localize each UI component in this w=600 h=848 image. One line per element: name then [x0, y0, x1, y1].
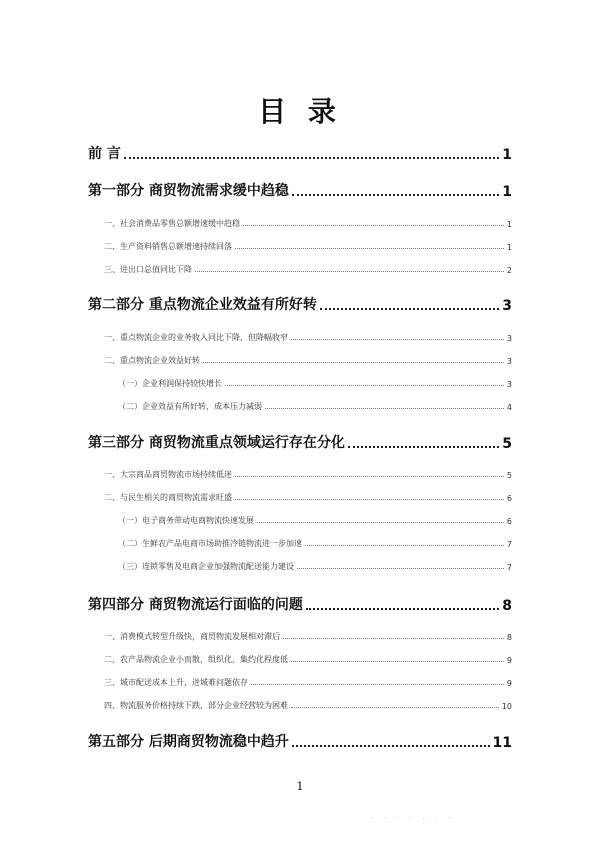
toc-entry[interactable] — [104, 264, 512, 275]
toc-page-number: 9 — [506, 679, 512, 688]
toc-leader — [291, 660, 504, 662]
toc-entry-label: 第三部分 商贸物流重点领域运行存在分化 — [88, 435, 345, 451]
toc-leader — [320, 307, 499, 310]
toc-page-number: 1 — [506, 220, 512, 229]
toc-entry-label: 三、城市配送成本上升，进城难问题依存 — [104, 678, 248, 687]
toc-leader — [297, 567, 504, 569]
toc-page-number: 3 — [506, 357, 512, 366]
toc-entry-label: （一）企业利润保持较快增长 — [118, 379, 222, 388]
toc-entry-part-3[interactable] — [88, 432, 512, 452]
toc-leader — [291, 338, 504, 340]
toc-leader — [235, 247, 504, 249]
toc-entry-preface[interactable] — [88, 143, 512, 163]
toc-page-number: 3 — [506, 380, 512, 389]
toc-page-number: 7 — [506, 540, 512, 549]
toc-leader — [235, 498, 504, 500]
toc-page-number: 7 — [506, 563, 512, 572]
toc-leader — [225, 384, 504, 386]
toc-entry[interactable] — [118, 538, 512, 549]
toc-leader — [257, 521, 504, 523]
toc-page-number: 1 — [502, 184, 512, 200]
toc-leader — [124, 156, 499, 159]
toc-entry-label: 一、重点物流企业的业务收入同比下降，但降幅收窄 — [104, 333, 288, 342]
toc-page-number: 5 — [506, 471, 512, 480]
toc-entry-part-5[interactable] — [88, 731, 512, 751]
toc-page-number: 6 — [506, 517, 512, 526]
toc-entry[interactable] — [118, 561, 512, 572]
toc-entry-label: （三）连锁零售及电商企业加强物流配送能力建设 — [118, 562, 294, 571]
toc-page-number: 6 — [506, 494, 512, 503]
toc-entry-label: 第四部分 商贸物流运行面临的问题 — [88, 597, 303, 613]
toc-leader — [235, 475, 504, 477]
toc-entry[interactable] — [104, 700, 512, 711]
toc-entry[interactable] — [118, 515, 512, 526]
toc-title: 目 录 — [258, 95, 342, 128]
toc-page-number: 3 — [502, 298, 512, 314]
toc-entry-part-2[interactable] — [88, 294, 512, 314]
toc-entry[interactable] — [104, 241, 512, 252]
toc-entry-part-4[interactable] — [88, 594, 512, 614]
toc-entry-label: 第二部分 重点物流企业效益有所好转 — [88, 297, 317, 313]
toc-entry-label: 二、重点物流企业效益好转 — [104, 356, 200, 365]
toc-entry-label: 一、消费模式转型升级快，商贸物流发展相对滞后 — [104, 632, 280, 641]
toc-entry[interactable] — [118, 378, 512, 389]
toc-page-number: 8 — [506, 633, 512, 642]
toc-entry-label: 二、生产资料销售总额增速持续回落 — [104, 242, 232, 251]
toc-leader — [283, 637, 504, 639]
toc-page-number: 2 — [506, 266, 512, 275]
toc-entry-label: 二、与民生相关的商贸物流需求旺盛 — [104, 493, 232, 502]
toc-entry-label: 一、大宗商品商贸物流市场持续低迷 — [104, 470, 232, 479]
toc-entry[interactable] — [104, 654, 512, 665]
toc-leader — [291, 706, 499, 708]
toc-entry-label: 三、进出口总值同比下降 — [104, 265, 192, 274]
toc-entry-label: （二）生鲜农产品电商市场助推冷链物流进一步加速 — [118, 539, 302, 548]
toc-leader — [305, 544, 504, 546]
toc-leader — [292, 744, 490, 747]
toc-entry[interactable] — [104, 332, 512, 343]
toc-leader — [251, 683, 504, 685]
toc-leader — [348, 445, 499, 448]
toc-leader — [195, 270, 504, 272]
toc-entry[interactable] — [104, 469, 512, 480]
toc-page-number: 8 — [502, 598, 512, 614]
toc-entry-label: （一）电子商务带动电商物流快速发展 — [118, 516, 254, 525]
toc-page-number: 1 — [506, 243, 512, 252]
toc-page-number: 10 — [501, 702, 512, 711]
toc-page-number: 9 — [506, 656, 512, 665]
toc-page-number: 5 — [502, 436, 512, 452]
toc-leader — [265, 407, 504, 409]
page-number: 1 — [296, 780, 304, 793]
toc-entry-label: 二、农产品物流企业小而散，组织化、集约化程度低 — [104, 655, 288, 664]
toc-entry-label: 第一部分 商贸物流需求缓中趋稳 — [88, 183, 289, 199]
toc-entry[interactable] — [104, 677, 512, 688]
toc-entry-label: 四、物流服务价格持续下跌，部分企业经营较为困难 — [104, 701, 288, 710]
toc-entry-label: 一、社会消费品零售总额增速缓中趋稳 — [104, 219, 240, 228]
toc-page-number: 1 — [502, 147, 512, 163]
toc-entry-part-1[interactable] — [88, 180, 512, 200]
toc-leader — [292, 193, 499, 196]
toc-page-number: 4 — [506, 403, 512, 412]
toc-leader — [243, 224, 504, 226]
toc-entry-label: （二）企业效益有所好转，成本压力减弱 — [118, 402, 262, 411]
toc-entry[interactable] — [104, 355, 512, 366]
toc-entry[interactable] — [104, 631, 512, 642]
toc-entry[interactable] — [118, 401, 512, 412]
toc-page-number: 3 — [506, 334, 512, 343]
toc-entry-label: 前 言 — [88, 146, 121, 162]
watermark: · · · · · · · — [370, 812, 455, 825]
toc-entry[interactable] — [104, 492, 512, 503]
toc-entry[interactable] — [104, 218, 512, 229]
toc-leader — [306, 607, 499, 610]
toc-entry-label: 第五部分 后期商贸物流稳中趋升 — [88, 734, 289, 750]
toc-leader — [203, 361, 504, 363]
toc-page-number: 11 — [492, 735, 512, 751]
